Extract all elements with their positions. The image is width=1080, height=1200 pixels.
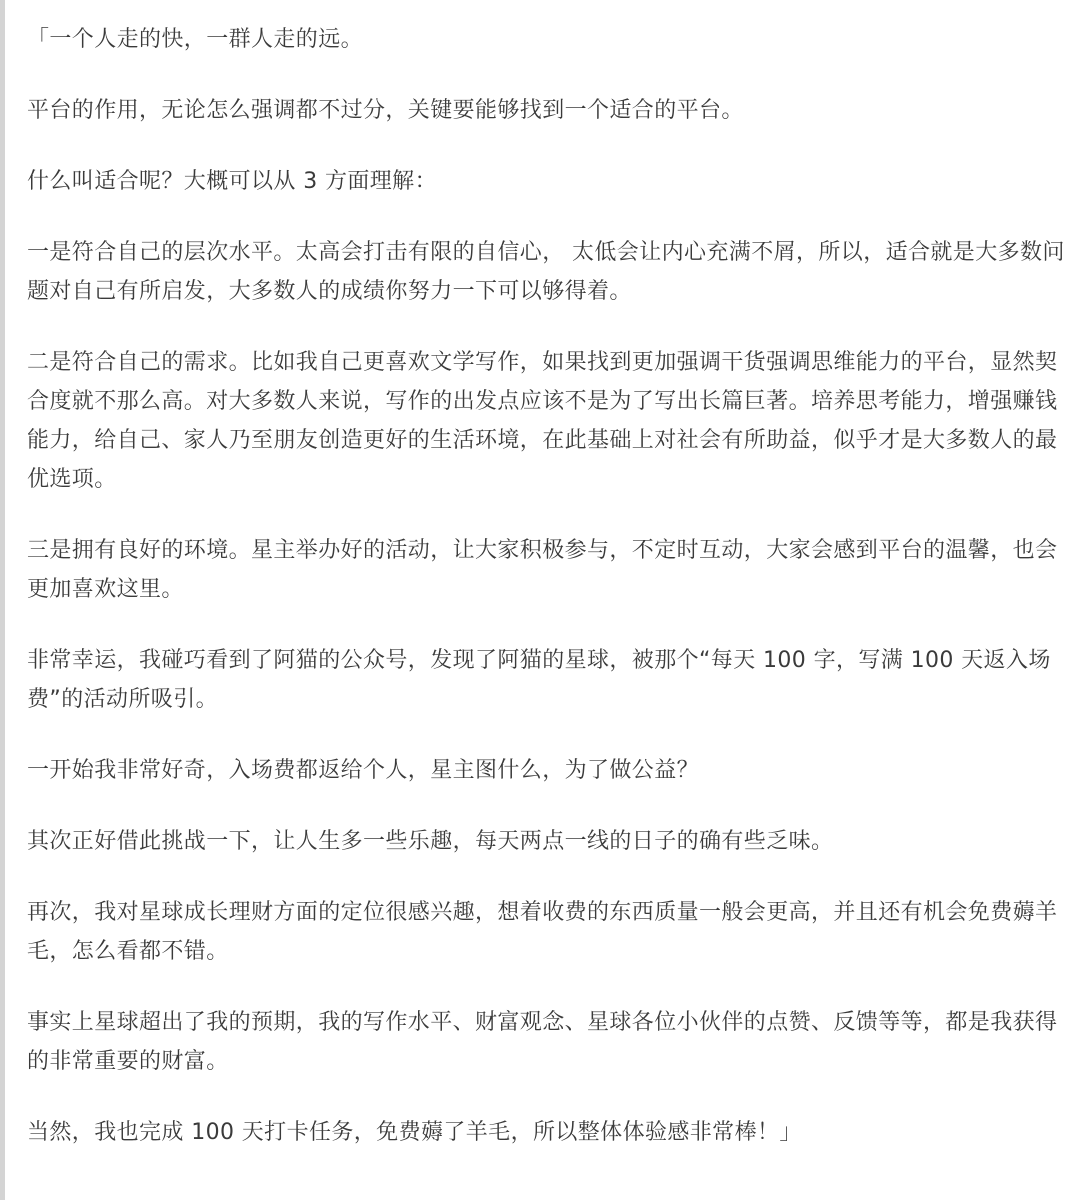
paragraph: 什么叫适合呢？大概可以从 3 方面理解： [27, 169, 437, 194]
paragraph: 当然，我也完成 100 天打卡任务，免费薅了羊毛，所以整体体验感非常棒！」 [27, 1120, 802, 1145]
paragraph: 再次，我对星球成长理财方面的定位很感兴趣，想着收费的东西质量一般会更高，并且还有机会免费薅羊毛，怎么看都不错。 [27, 900, 1058, 964]
paragraph: 其次正好借此挑战一下，让人生多一些乐趣，每天两点一线的日子的确有些乏味。 [27, 829, 834, 854]
paragraph: 一开始我非常好奇，入场费都返给个人，星主图什么，为了做公益？ [27, 758, 700, 783]
quote-bar [0, 0, 5, 1200]
paragraph: 三是拥有良好的环境。星主举办好的活动，让大家积极参与，不定时互动，大家会感到平台的温馨，也会更加喜欢这里。 [27, 538, 1058, 602]
paragraph: 「一个人走的快，一群人走的远。 [27, 27, 364, 52]
paragraph: 二是符合自己的需求。比如我自己更喜欢文学写作，如果找到更加强调干货强调思维能力的平台，显然契合度就不那么高。对大多数人来说，写作的出发点应该不是为了写出长篇巨著。培养思考能力，增强赚钱能力，给自己、家人乃至朋友创造更好的生活环境，在此基础上对社会有所助益，似乎才是大多数人的最优选项。 [27, 350, 1058, 492]
paragraph: 平台的作用，无论怎么强调都不过分，关键要能够找到一个适合的平台。 [27, 98, 744, 123]
paragraph: 事实上星球超出了我的预期，我的写作水平、财富观念、星球各位小伙伴的点赞、反馈等等，都是我获得的非常重要的财富。 [27, 1010, 1058, 1074]
paragraph: 一是符合自己的层次水平。太高会打击有限的自信心， 太低会让内心充满不屑，所以，适合就是大多数问题对自己有所启发，大多数人的成绩你努力一下可以够得着。 [27, 240, 1065, 304]
article-body [27, 20, 1067, 1152]
paragraph: 非常幸运，我碰巧看到了阿猫的公众号，发现了阿猫的星球，被那个“每天 100 字，写满 100 天返入场费”的活动所吸引。 [27, 648, 1051, 712]
